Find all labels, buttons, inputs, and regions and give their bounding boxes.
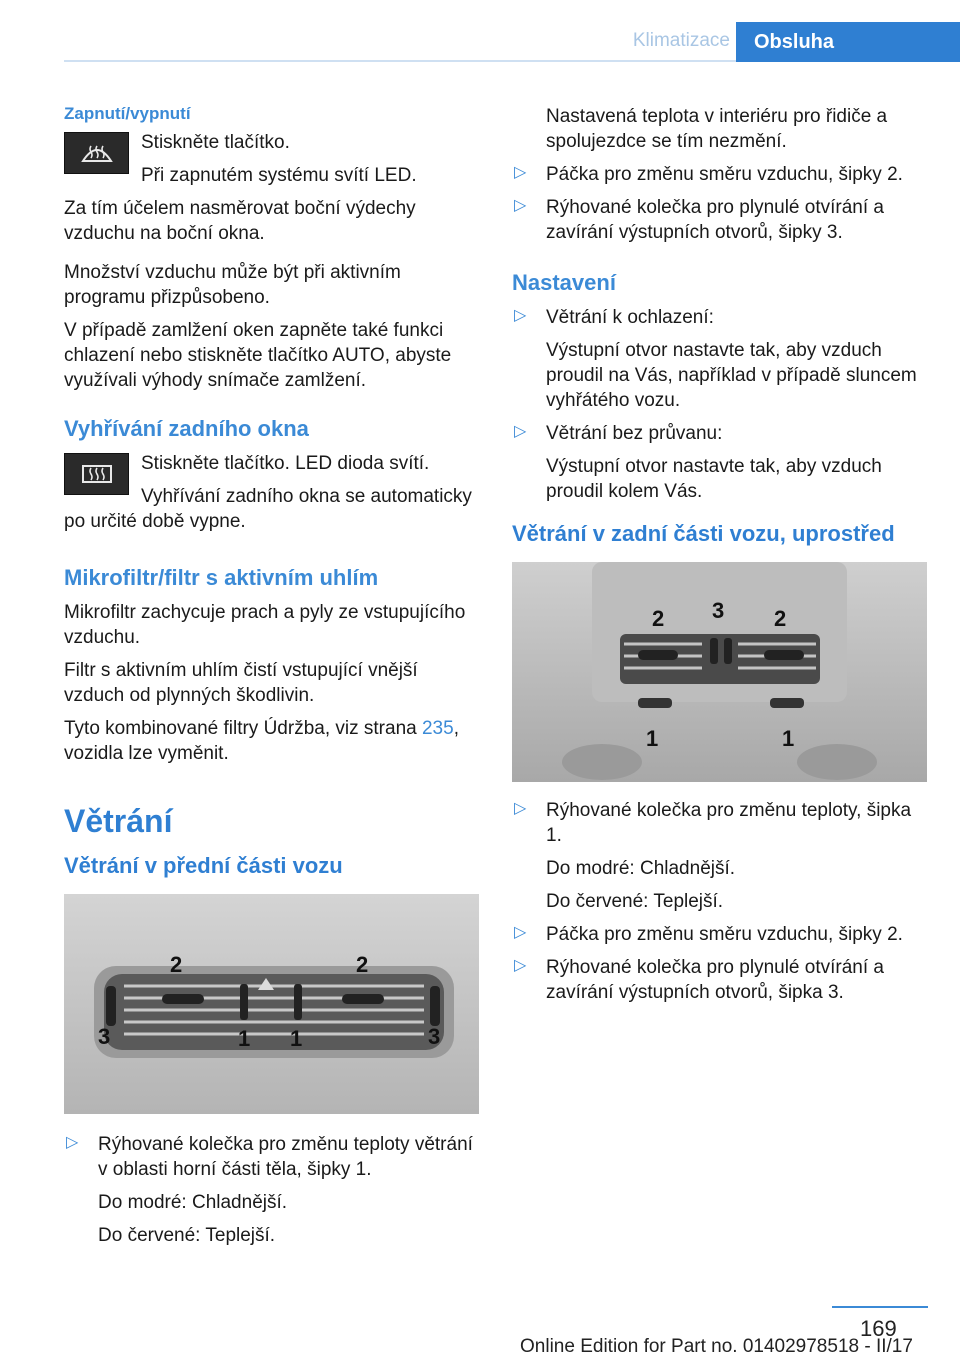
label-onoff: Zapnutí/vypnutí bbox=[64, 104, 191, 123]
para3: V případě zamlžení oken zapněte také funkci chlazení nebo stiskněte tlačítko AUTO, abyste využívali výhody snímače zamlžení. bbox=[64, 320, 452, 391]
front-arrow-label-2b: 2 bbox=[356, 952, 369, 977]
right-column bbox=[512, 104, 927, 1013]
bullet-triangle-icon: ▷ bbox=[514, 957, 527, 974]
page-link-235[interactable]: 235 bbox=[421, 718, 454, 739]
front-arrow-label-3b: 3 bbox=[428, 1024, 441, 1049]
page-number-rule bbox=[832, 1306, 928, 1308]
rear-bullet-1 bbox=[512, 798, 927, 914]
rear-bullet-1-sub2: Do červené: Teplejší. bbox=[546, 891, 724, 912]
front-vent-illustration bbox=[64, 894, 479, 1114]
heading-rear-center: Větrání v zadní části vozu, uprostřed bbox=[512, 521, 895, 546]
left-column bbox=[64, 104, 479, 1256]
front-arrow-label-1a: 1 bbox=[238, 1026, 251, 1051]
header-section[interactable]: Klimatizace bbox=[632, 30, 730, 51]
bullet-triangle-icon: ▷ bbox=[514, 924, 527, 941]
heading-settings: Nastavení bbox=[512, 270, 616, 295]
rear-bullet-3 bbox=[512, 955, 927, 1005]
onoff-line1: Stiskněte tlačítko. bbox=[141, 132, 290, 153]
rear-defrost-button-icon bbox=[64, 453, 129, 495]
rear-line1: Stiskněte tlačítko. LED dioda svítí. bbox=[141, 453, 430, 474]
filter-p3a: Tyto kombinované filtry Údržba, viz strana bbox=[64, 718, 417, 739]
front-arrow-label-1b: 1 bbox=[290, 1026, 303, 1051]
filter-p1: Mikrofiltr zachycuje prach a pyly ze vstupujícího vzduchu. bbox=[64, 602, 466, 648]
bullet-triangle-icon: ▷ bbox=[514, 800, 527, 817]
filter-p2: Filtr s aktivním uhlím čistí vstupující vnější vzduch od plynných škodlivin. bbox=[64, 660, 418, 706]
front-bullet-sub2: Do červené: Teplejší. bbox=[98, 1225, 276, 1246]
set-bullet-2-sub: Výstupní otvor nastavte tak, aby vzduch proudil kolem Vás. bbox=[546, 456, 882, 502]
rear-arrow-label-1a: 1 bbox=[646, 726, 659, 751]
set-bullet-1 bbox=[512, 305, 927, 413]
page-number: 169 bbox=[860, 1316, 897, 1341]
cont-text: Nastavená teplota v interiéru pro řidiče a spolujezdce se tím nezmění. bbox=[546, 106, 888, 152]
right-bullet-1 bbox=[512, 162, 927, 187]
para1: Za tím účelem nasměrovat boční výdechy vzduchu na boční okna. bbox=[64, 198, 416, 244]
heading-front-vent: Větrání v přední části vozu bbox=[64, 853, 343, 878]
rear-arrow-label-3: 3 bbox=[712, 598, 725, 623]
rear-vent-photo bbox=[512, 562, 927, 782]
right-bullet-2 bbox=[512, 195, 927, 245]
right-bullet-1-text: Páčka pro změnu směru vzduchu, šipky 2. bbox=[546, 164, 903, 185]
rear-arrow-label-2b: 2 bbox=[774, 606, 787, 631]
bullet-triangle-icon: ▷ bbox=[514, 423, 527, 440]
rear-arrow-label-1b: 1 bbox=[782, 726, 795, 751]
footer-edition: Online Edition for Part no. 01402978518 - II/17 bbox=[520, 1336, 913, 1357]
onoff-line2: Při zapnutém systému svítí LED. bbox=[141, 165, 417, 186]
set-bullet-2-text: Větrání bez průvanu: bbox=[546, 423, 723, 444]
bullet-triangle-icon: ▷ bbox=[514, 164, 527, 181]
bullet-triangle-icon: ▷ bbox=[514, 307, 527, 324]
front-bullet-sub1: Do modré: Chladnější. bbox=[98, 1192, 288, 1213]
rear-bullet-1-sub1: Do modré: Chladnější. bbox=[546, 858, 736, 879]
rear-window-block bbox=[64, 451, 479, 542]
rear-bullet-1-text: Rýhované kolečka pro změnu teploty, šipka 1. bbox=[546, 800, 912, 846]
para2: Množství vzduchu může být při aktivním programu přizpůsobeno. bbox=[64, 262, 401, 308]
header-tab[interactable]: Obsluha bbox=[736, 22, 960, 62]
rear-vent-illustration bbox=[512, 562, 927, 782]
rear-bullet-2-text: Páčka pro změnu směru vzduchu, šipky 2. bbox=[546, 924, 903, 945]
front-bullet bbox=[64, 1132, 479, 1248]
right-bullet-2-text: Rýhované kolečka pro plynulé otvírání a zavírání výstupních otvorů, šipky 3. bbox=[546, 197, 884, 243]
front-arrow-label-2a: 2 bbox=[170, 952, 183, 977]
set-bullet-1-sub: Výstupní otvor nastavte tak, aby vzduch proudil na Vás, například v případě sluncem vyhřátého vozu. bbox=[546, 340, 917, 411]
heading-rear-window: Vyhřívání zadního okna bbox=[64, 416, 309, 441]
rear-bullet-2 bbox=[512, 922, 927, 947]
rear-arrow-label-2a: 2 bbox=[652, 606, 665, 631]
rear-line2: Vyhřívání zadního okna se automaticky po určité době vypne. bbox=[64, 486, 472, 532]
defrost-block bbox=[64, 130, 479, 196]
front-vent-photo bbox=[64, 894, 479, 1114]
set-bullet-2 bbox=[512, 421, 927, 504]
filter-p3b: , vozidla lze vyměnit. bbox=[64, 718, 459, 764]
set-bullet-1-text: Větrání k ochlazení: bbox=[546, 307, 714, 328]
bullet-triangle-icon: ▷ bbox=[66, 1134, 79, 1151]
front-arrow-label-3a: 3 bbox=[98, 1024, 111, 1049]
front-defrost-button-icon bbox=[64, 132, 129, 174]
rear-bullet-3-text: Rýhované kolečka pro plynulé otvírání a zavírání výstupních otvorů, šipka 3. bbox=[546, 957, 884, 1003]
filter-p3 bbox=[64, 716, 479, 766]
front-bullet-text: Rýhované kolečka pro změnu teploty větrání v oblasti horní části těla, šipky 1. bbox=[98, 1134, 473, 1180]
heading-filter: Mikrofiltr/filtr s aktivním uhlím bbox=[64, 565, 379, 590]
bullet-triangle-icon: ▷ bbox=[514, 197, 527, 214]
heading-ventilation: Větrání bbox=[64, 803, 173, 839]
